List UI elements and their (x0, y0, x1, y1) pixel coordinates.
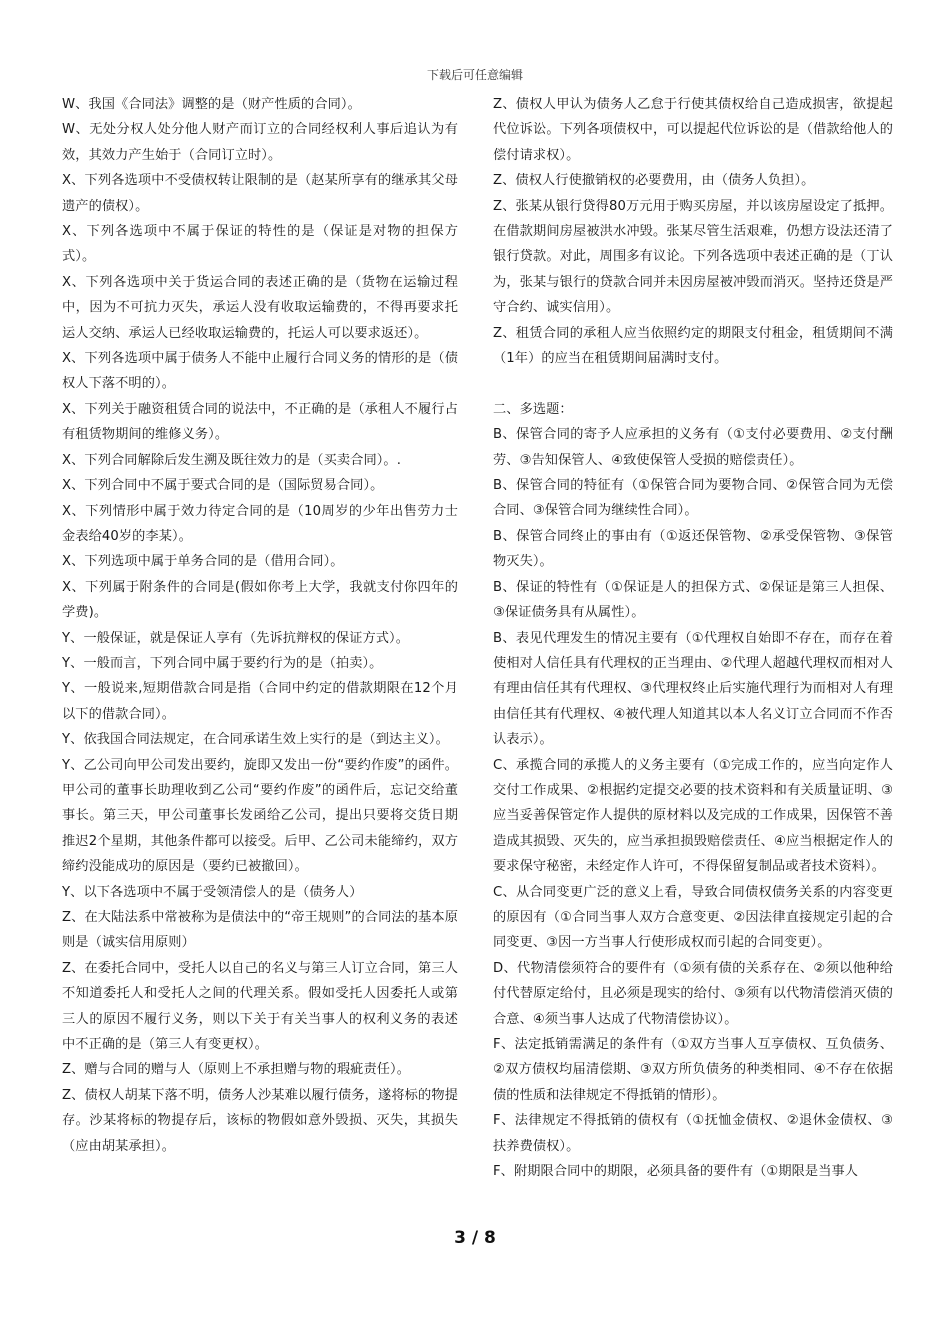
page-number: 3 / 8 (454, 1228, 496, 1248)
right-column-multiple-choice (493, 422, 893, 1184)
right-column-single-choice (493, 92, 893, 371)
question-item: B、保管合同的特征有（①保管合同为要物合同、②保管合同为无偿合同、③保管合同为继续性合同）。 (493, 478, 893, 519)
question-item: X、下列情形中属于效力待定合同的是（10周岁的少年出售劳力士金表给40岁的李某）。 (62, 503, 458, 544)
question-item: Y、以下各选项中不属于受领清偿人的是（债务人） (62, 884, 363, 900)
question-item: Y、乙公司向甲公司发出要约，旋即又发出一份“要约作废”的函件。甲公司的董事长助理收到乙公司“要约作废”的函件后，忘记交给董事长。第三天，甲公司董事长发函给乙公司，提出只要将交货日期推迟2个星期，其他条件都可以接受。后甲、乙公司未能缔约，双方缔约没能成功的原因是（要约已被撤回）。 (62, 757, 458, 875)
question-item: Z、债权人行使撤销权的必要费用，由（债务人负担）。 (493, 173, 815, 189)
question-item: F、法律规定不得抵销的债权有（①抚恤金债权、②退休金债权、③扶养费债权）。 (493, 1113, 893, 1154)
question-item: Y、一般说来,短期借款合同是指（合同中约定的借款期限在12个月以下的借款合同）。 (62, 681, 458, 722)
question-item: X、下列合同解除后发生溯及既往效力的是（买卖合同）。. (62, 452, 402, 468)
question-item: X、下列合同中不属于要式合同的是（国际贸易合同）。 (62, 478, 384, 494)
left-column (62, 92, 458, 1159)
question-item: Z、租赁合同的承租人应当依照约定的期限支付租金，租赁期间不满（1年）的应当在租赁期间届满时支付。 (493, 325, 893, 367)
question-item: W、我国《合同法》调整的是（财产性质的合同）。 (62, 97, 361, 112)
section-heading-multiple-choice: 二、多选题： (493, 401, 573, 417)
question-item: X、下列属于附条件的合同是(假如你考上大学，我就支付你四年的学费)。 (62, 579, 458, 621)
question-item: Z、赠与合同的赠与人（原则上不承担赠与物的瑕疵责任）。 (62, 1062, 411, 1078)
question-item: X、下列选项中属于单务合同的是（借用合同）。 (62, 554, 344, 570)
question-item: C、承揽合同的承揽人的义务主要有（①完成工作的，应当向定作人交付工作成果、②根据约定提交必要的技术资料和有关质量证明、③应当妥善保管定作人提供的原材料以及完成的工作成果，因保管不善造成其损毁、灭失的，应当承担损毁赔偿责任、④应当根据定作人的要求保守秘密，未经定作人许可，不得保留复制品或者技术资料）。 (493, 757, 893, 875)
question-item: B、保管合同终止的事由有（①返还保管物、②承受保管物、③保管物灭失）。 (493, 528, 893, 570)
question-item: X、下列各选项中属于债务人不能中止履行合同义务的情形的是（债权人下落不明的）。 (62, 351, 458, 392)
question-item: F、法定抵销需满足的条件有（①双方当事人互享债权、互负债务、②双方债权均届清偿期、③双方所负债务的种类相同、④不存在依据债的性质和法律规定不得抵销的情形）。 (493, 1037, 893, 1103)
question-item: Z、在委托合同中，受托人以自己的名义与第三人订立合同，第三人不知道委托人和受托人之间的代理关系。假如受托人因委托人或第三人的原因不履行义务，则以下关于有关当事人的权利义务的表述中不正确的是（第三人有变更权）。 (62, 960, 458, 1053)
question-item: Y、依我国合同法规定，在合同承诺生效上实行的是（到达主义）。 (62, 732, 449, 748)
question-item: X、下列各选项中关于货运合同的表述正确的是（货物在运输过程中，因为不可抗力灭失，承运人没有收取运输费的，不得再要求托运人交纳、承运人已经收取运输费的，托运人可以要求返还）。 (62, 274, 458, 341)
question-item: X、下列各选项中不受债权转让限制的是（赵某所享有的继承其父母遗产的债权）。 (62, 173, 458, 214)
blank-line (493, 371, 893, 396)
question-item: W、无处分权人处分他人财产而订立的合同经权利人事后追认为有效，其效力产生始于（合同订立时）。 (62, 122, 458, 163)
question-item: X、下列各选项中不属于保证的特性的是（保证是对物的担保方式）。 (62, 224, 458, 265)
question-item: X、下列关于融资租赁合同的说法中，不正确的是（承租人不履行占有租赁物期间的维修义务）。 (62, 401, 458, 443)
question-item: F、附期限合同中的期限，必须具备的要件有（①期限是当事人 (493, 1164, 859, 1180)
page-header: 下载后可任意编辑 (426, 68, 523, 82)
question-item: Z、张某从银行贷得80万元用于购买房屋，并以该房屋设定了抵押。在借款期间房屋被洪水冲毁。张某尽管生活艰难，仍想方设法还清了银行贷款。对此，周围多有议论。下列各选项中表述正确的是（丁认为，张某与银行的贷款合同并未因房屋被冲毁而消灭。坚持还贷是严守合约、诚实信用）。 (493, 198, 893, 316)
right-column (493, 92, 893, 1184)
question-item: B、表见代理发生的情况主要有（①代理权自始即不存在，而存在着使相对人信任具有代理权的正当理由、②代理人超越代理权而相对人有理由信任其有代理权、③代理权终止后实施代理行为而相对人有理由信任其有代理权、④被代理人知道其以本人名义订立合同而不作否认表示）。 (493, 630, 893, 748)
question-item: D、代物清偿须符合的要件有（①须有债的关系存在、②须以他种给付代替原定给付，且必须是现实的给付、③须有以代物清偿消灭债的合意、④须当事人达成了代物清偿协议）。 (493, 960, 893, 1027)
question-item: C、从合同变更广泛的意义上看，导致合同债权债务关系的内容变更的原因有（①合同当事人双方合意变更、②因法律直接规定引起的合同变更、③因一方当事人行使形成权而引起的合同变更）。 (493, 884, 893, 951)
question-item: Z、在大陆法系中常被称为是债法中的“帝王规则”的合同法的基本原则是（诚实信用原则） (62, 910, 458, 951)
question-item: Z、债权人甲认为债务人乙怠于行使其债权给自己造成损害，欲提起代位诉讼。下列各项债权中，可以提起代位诉讼的是（借款给他人的偿付请求权）。 (493, 97, 893, 163)
question-item: Y、一般而言，下列合同中属于要约行为的是（拍卖）。 (62, 655, 383, 671)
question-item: B、保证的特性有（①保证是人的担保方式、②保证是第三人担保、③保证债务具有从属性）。 (493, 579, 893, 621)
question-item: Y、一般保证，就是保证人享有（先诉抗辩权的保证方式）。 (62, 630, 410, 646)
question-item: B、保管合同的寄予人应承担的义务有（①支付必要费用、②支付酬劳、③告知保管人、④致使保管人受损的赔偿责任）。 (493, 427, 893, 468)
question-item: Z、债权人胡某下落不明，债务人沙某难以履行债务，遂将标的物提存。沙某将标的物提存后，该标的物假如意外毁损、灭失，其损失（应由胡某承担）。 (62, 1087, 458, 1154)
